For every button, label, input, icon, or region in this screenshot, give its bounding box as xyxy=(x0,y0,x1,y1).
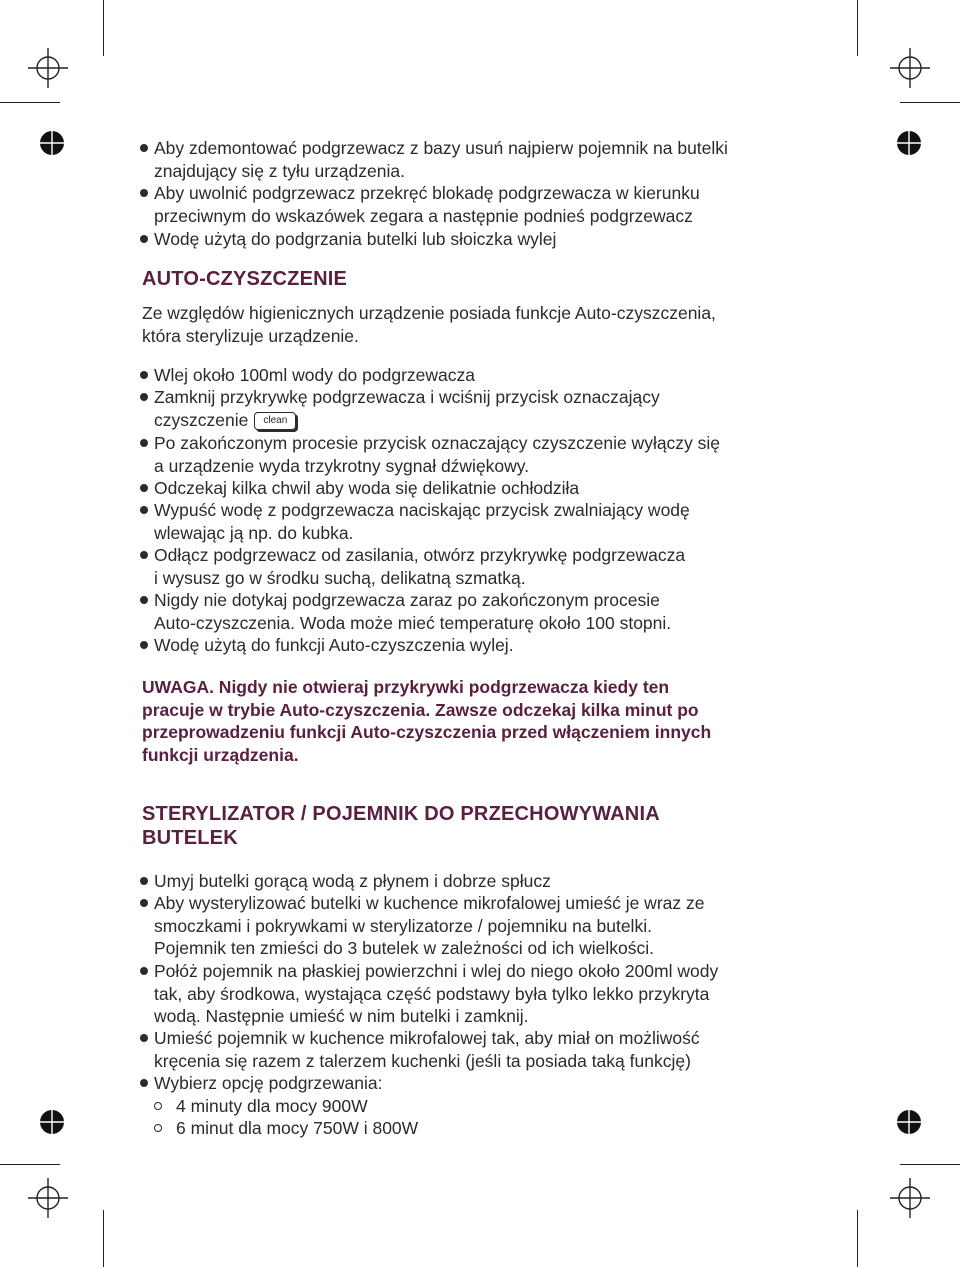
bullet-icon xyxy=(140,596,148,604)
list-item: Umieść pojemnik w kuchence mikrofalowej tak, aby miał on możliwość kręcenia się razem z talerzem kuchenki (jeśli ta posiada taką funkcję) xyxy=(140,1027,700,1072)
list-item: Nigdy nie dotykaj podgrzewacza zaraz po zakończonym procesie Auto-czyszczenia. Woda może mieć temperaturę około 100 stopni. xyxy=(140,589,671,634)
bullet-icon xyxy=(140,144,148,152)
list-item: Wlej około 100ml wody do podgrzewacza xyxy=(140,364,475,387)
sub-list-item: 6 minut dla mocy 750W i 800W xyxy=(154,1117,418,1140)
target-mark-top-left xyxy=(38,129,66,157)
bullet-icon xyxy=(140,506,148,514)
trim-line-top-left-horizontal xyxy=(0,102,60,103)
trim-line-top-left-vertical xyxy=(103,0,104,56)
list-item: Wybierz opcję podgrzewania: xyxy=(140,1072,382,1095)
bullet-icon xyxy=(140,235,148,243)
bullet-icon xyxy=(140,1034,148,1042)
list-item: Aby wysterylizować butelki w kuchence mikrofalowej umieść je wraz ze smoczkami i pokrywkami w sterylizatorze / pojemniku na butelki. Pojemnik ten zmieści do 3 butelek w zależności od ich wielkości. xyxy=(140,892,704,960)
warning-note: UWAGA. Nigdy nie otwieraj przykrywki podgrzewacza kiedy ten pracuje w trybie Auto-czyszczenia. Zawsze odczekaj kilka minut po przeprowadzeniu funkcji Auto-czyszczenia przed włączeniem innych funkcji urządzenia. xyxy=(142,677,712,765)
bullet-icon xyxy=(140,1079,148,1087)
bullet-icon xyxy=(140,551,148,559)
bullet-icon xyxy=(140,641,148,649)
list-item: Połóż pojemnik na płaskiej powierzchni i wlej do niego około 200ml wody tak, aby środkowa, wystająca część podstawy była tylko lekko przykryta wodą. Następnie umieść w nim butelki i zamknij. xyxy=(140,960,718,1028)
clean-button-icon: clean xyxy=(254,412,296,430)
list-item: Wodę użytą do podgrzania butelki lub słoiczka wylej xyxy=(140,228,556,251)
list-item: Umyj butelki gorącą wodą z płynem i dobrze spłucz xyxy=(140,870,551,893)
list-item: Odczekaj kilka chwil aby woda się delikatnie ochłodziła xyxy=(140,477,579,500)
trim-line-bottom-right-horizontal xyxy=(900,1164,960,1165)
list-item: Wypuść wodę z podgrzewacza naciskając przycisk zwalniający wodę wlewając ją np. do kubka. xyxy=(140,499,690,544)
bullet-icon xyxy=(140,189,148,197)
registration-mark-top-left xyxy=(28,48,68,88)
sub-list-item: 4 minuty dla mocy 900W xyxy=(154,1095,368,1118)
registration-mark-bottom-right xyxy=(890,1178,930,1218)
ring-bullet-icon xyxy=(154,1102,162,1110)
section-intro: Ze względów higienicznych urządzenie posiada funkcje Auto-czyszczenia, która sterylizuje urządzenie. xyxy=(142,303,716,346)
list-item: Po zakończonym procesie przycisk oznaczający czyszczenie wyłączy się a urządzenie wyda trzykrotny sygnał dźwiękowy. xyxy=(140,432,720,477)
target-mark-bottom-right xyxy=(895,1108,923,1136)
bullet-icon xyxy=(140,371,148,379)
registration-mark-bottom-left xyxy=(28,1178,68,1218)
target-mark-bottom-left xyxy=(38,1108,66,1136)
ring-bullet-icon xyxy=(154,1124,162,1132)
registration-mark-top-right xyxy=(890,48,930,88)
bullet-icon xyxy=(140,899,148,907)
list-item: Aby uwolnić podgrzewacz przekręć blokadę podgrzewacza w kierunku przeciwnym do wskazówek zegara a następnie podnieś podgrzewacz xyxy=(140,182,700,227)
trim-line-bottom-left-vertical xyxy=(103,1210,104,1267)
bullet-icon xyxy=(140,877,148,885)
target-mark-top-right xyxy=(895,129,923,157)
trim-line-top-right-vertical xyxy=(857,0,858,56)
bullet-icon xyxy=(140,484,148,492)
trim-line-bottom-right-vertical xyxy=(857,1210,858,1267)
section-heading-auto-cleaning: AUTO-CZYSZCZENIE xyxy=(142,268,348,290)
list-item: Aby zdemontować podgrzewacz z bazy usuń najpierw pojemnik na butelki znajdujący się z tyłu urządzenia. xyxy=(140,137,728,182)
trim-line-bottom-left-horizontal xyxy=(0,1164,60,1165)
section-heading-sterilizer: STERYLIZATOR / POJEMNIK DO PRZECHOWYWANIA BUTELEK xyxy=(142,803,660,849)
bullet-icon xyxy=(140,393,148,401)
trim-line-top-right-horizontal xyxy=(900,102,960,103)
list-item: Zamknij przykrywkę podgrzewacza i wciśnij przycisk oznaczający czyszczenie clean xyxy=(140,386,660,431)
list-item: Odłącz podgrzewacz od zasilania, otwórz przykrywkę podgrzewacza i wysusz go w środku suchą, delikatną szmatką. xyxy=(140,544,685,589)
bullet-icon xyxy=(140,967,148,975)
bullet-icon xyxy=(140,439,148,447)
list-item: Wodę użytą do funkcji Auto-czyszczenia wylej. xyxy=(140,634,514,657)
